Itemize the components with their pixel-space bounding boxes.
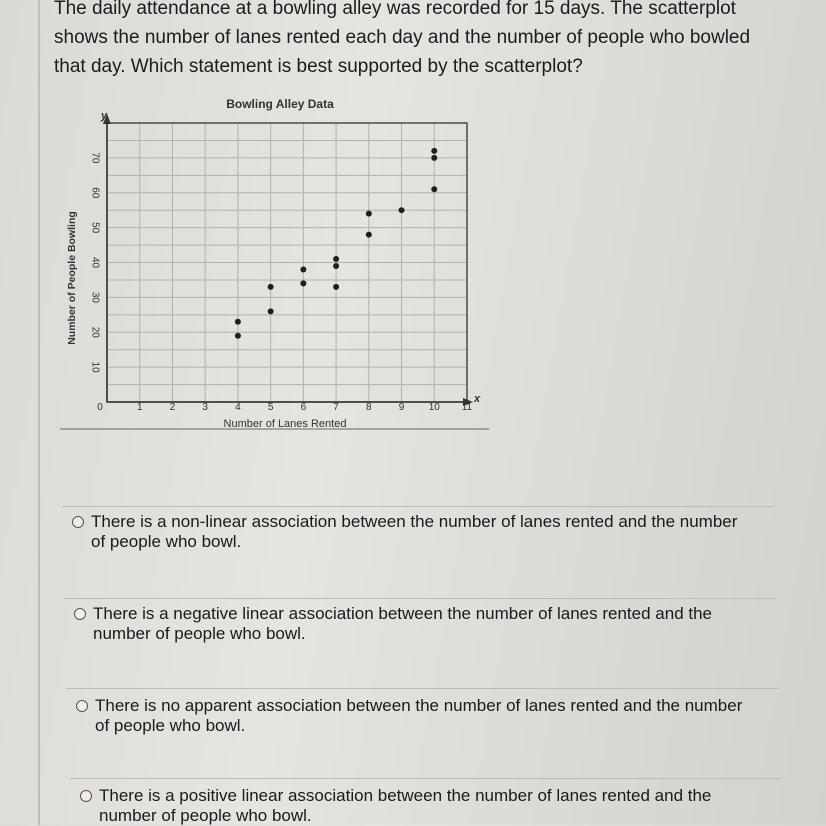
data-point xyxy=(268,308,274,314)
left-border xyxy=(38,0,40,825)
x-tick-label: 5 xyxy=(267,402,274,413)
option-3[interactable] xyxy=(76,696,756,736)
x-tick-label: 10 xyxy=(428,402,440,413)
data-point xyxy=(431,155,437,161)
x-tick-label: 8 xyxy=(366,402,372,413)
option-2-radio[interactable] xyxy=(74,608,86,620)
option-4-radio[interactable] xyxy=(80,790,92,802)
option-3-label: There is no apparent association between the number of lanes rented and the number of people who bowl. xyxy=(95,696,743,735)
data-point xyxy=(366,232,372,238)
option-2-label: There is a negative linear association between the number of lanes rented and the number of people who bowl. xyxy=(93,604,713,643)
data-point xyxy=(300,280,306,286)
y-axis-label: Number of People Bowling xyxy=(66,211,78,345)
option-4-label: There is a positive linear association between the number of lanes rented and the number of people who bowl. xyxy=(99,786,712,825)
data-point xyxy=(399,207,405,213)
y-tick-label: 40 xyxy=(89,256,101,269)
y-tick-label: 70 xyxy=(89,152,101,164)
data-point xyxy=(333,263,339,269)
data-point xyxy=(333,256,339,262)
x-tick-label: 3 xyxy=(202,402,208,413)
y-axis-letter: y xyxy=(101,110,108,122)
chart-title: Bowling Alley Data xyxy=(226,97,334,111)
x-tick-label: 7 xyxy=(333,402,339,413)
x-tick-label: 11 xyxy=(461,402,473,413)
x-tick-label: 4 xyxy=(235,402,241,413)
y-tick-label: 20 xyxy=(89,326,101,338)
x-tick-label: 1 xyxy=(136,402,143,413)
data-point xyxy=(431,148,437,154)
x-axis-letter: x xyxy=(474,393,481,405)
separator-4 xyxy=(70,778,782,779)
option-2[interactable] xyxy=(74,604,769,644)
data-point xyxy=(268,284,274,290)
option-4[interactable] xyxy=(80,786,770,826)
data-point xyxy=(366,211,372,217)
question-text: The daily attendance at a bowling alley was recorded for 15 days. The scatterplot shows the number of lanes rented each day and the number of people who bowled that day. Which statement is best supported by the scatterplot? xyxy=(54,0,751,77)
chart-grid xyxy=(107,123,467,402)
x-axis-label: Number of Lanes Rented xyxy=(223,418,347,430)
x-tick-label: 9 xyxy=(398,402,405,413)
data-point xyxy=(333,284,339,290)
data-point xyxy=(431,186,437,192)
x-tick-label: 2 xyxy=(169,402,176,413)
data-point xyxy=(235,333,241,339)
option-3-radio[interactable] xyxy=(76,700,88,712)
data-point xyxy=(235,319,241,325)
option-1[interactable] xyxy=(72,512,752,552)
y-tick-label: 30 xyxy=(89,291,101,303)
y-tick-label: 50 xyxy=(89,222,101,234)
scatterplot xyxy=(55,110,495,435)
data-point xyxy=(300,266,306,272)
x-tick-label: 6 xyxy=(300,402,307,413)
origin-label: 0 xyxy=(97,402,103,413)
y-tick-label: 60 xyxy=(89,187,101,199)
option-1-label: There is a non-linear association between the number of lanes rented and the number of people who bowl. xyxy=(91,512,738,551)
separator-3 xyxy=(66,688,778,689)
y-tick-label: 10 xyxy=(89,361,101,373)
separator-2 xyxy=(64,598,776,599)
separator-1 xyxy=(62,506,774,507)
option-1-radio[interactable] xyxy=(72,516,84,528)
